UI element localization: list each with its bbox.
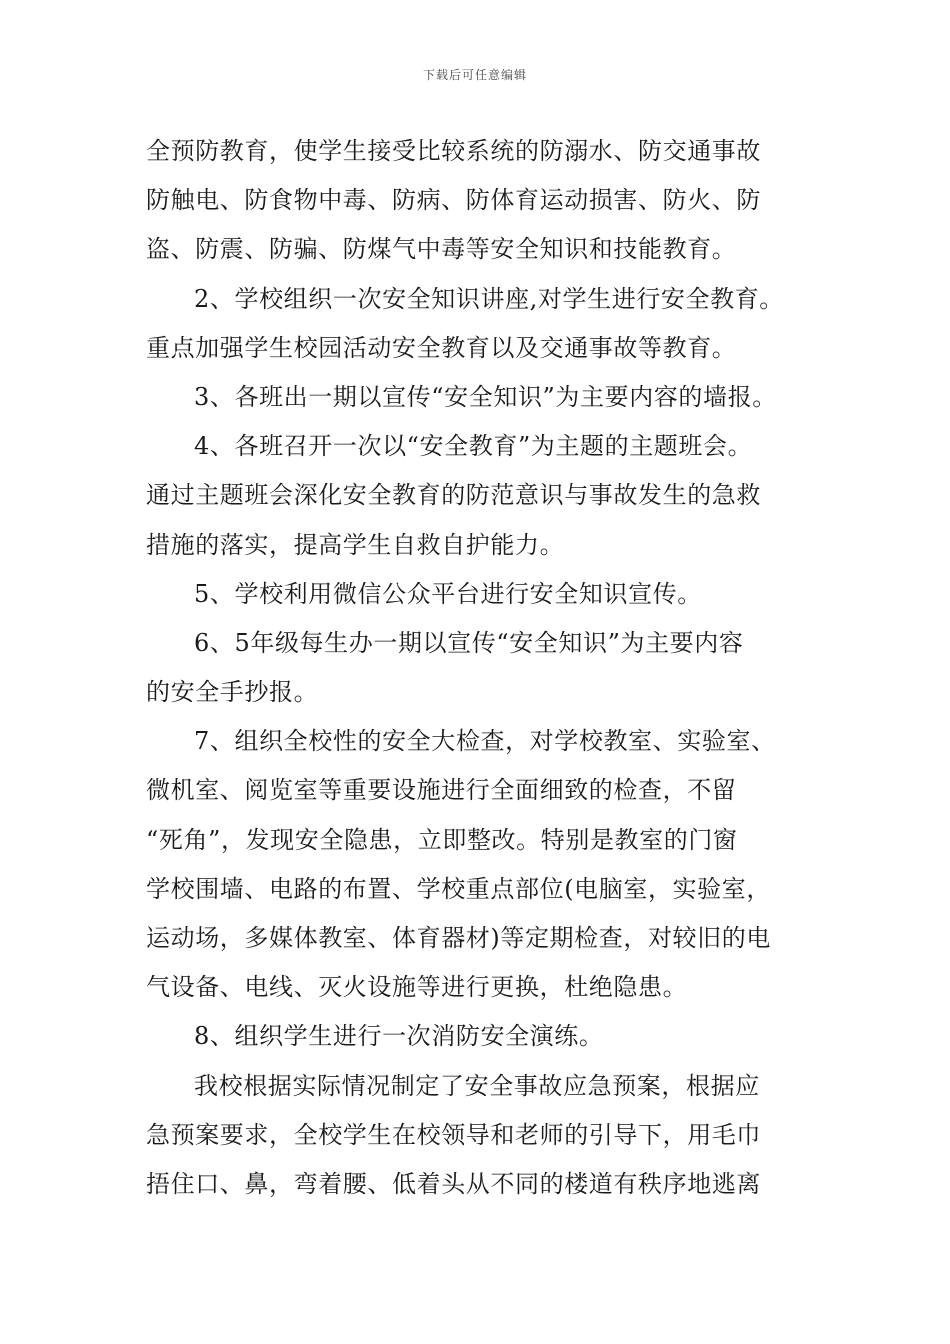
text-line-10: 5、学校利用微信公众平台进行安全知识宣传。: [194, 579, 702, 608]
text-line-21: 急预案要求，全校学生在校领导和老师的引导下，用毛巾: [146, 1120, 761, 1149]
text-line-14: 微机室、阅览室等重要设施进行全面细致的检查，不留: [146, 776, 737, 805]
text-line-3: 盗、防震、防骗、防煤气中毒等安全知识和技能教育。: [146, 235, 737, 264]
text-line-8: 通过主题班会深化安全教育的防范意识与事故发生的急救: [146, 481, 761, 510]
document-body: [146, 127, 826, 1209]
text-line-7: 4、各班召开一次以“安全教育”为主题的主题班会。: [194, 432, 753, 461]
text-line-2: 防触电、防食物中毒、防病、防体育运动损害、防火、防: [146, 186, 761, 215]
text-line-19: 8、组织学生进行一次消防安全演练。: [194, 1022, 604, 1051]
text-line-4: 2、学校组织一次安全知识讲座,对学生进行安全教育。: [194, 284, 784, 313]
text-line-15: “死角”，发现安全隐患，立即整改。特别是教室的门窗: [146, 825, 738, 854]
text-line-16: 学校围墙、电路的布置、学校重点部位(电脑室，实验室，: [146, 874, 771, 903]
text-line-12: 的安全手抄报。: [146, 678, 319, 707]
text-line-20: 我校根据实际情况制定了安全事故应急预案，根据应: [194, 1071, 760, 1100]
text-line-11: 6、5年级每生办一期以宣传“安全知识”为主要内容: [194, 628, 744, 657]
text-line-18: 气设备、电线、灭火设施等进行更换，杜绝隐患。: [146, 973, 688, 1002]
text-line-1: 全预防教育，使学生接受比较系统的防溺水、防交通事故: [146, 137, 761, 165]
text-line-6: 3、各班出一期以宣传“安全知识”为主要内容的墙报。: [194, 382, 777, 411]
text-line-9: 措施的落实，提高学生自救自护能力。: [146, 530, 565, 559]
text-line-22: 捂住口、鼻，弯着腰、低着头从不同的楼道有秩序地逃离: [146, 1169, 761, 1198]
text-line-13: 7、组织全校性的安全大检查，对学校教室、实验室、: [194, 727, 776, 756]
text-line-5: 重点加强学生校园活动安全教育以及交通事故等教育。: [146, 333, 737, 362]
text-line-17: 运动场，多媒体教室、体育器材)等定期检查，对较旧的电: [146, 924, 771, 952]
page-header: 下载后可任意编辑: [422, 68, 527, 82]
